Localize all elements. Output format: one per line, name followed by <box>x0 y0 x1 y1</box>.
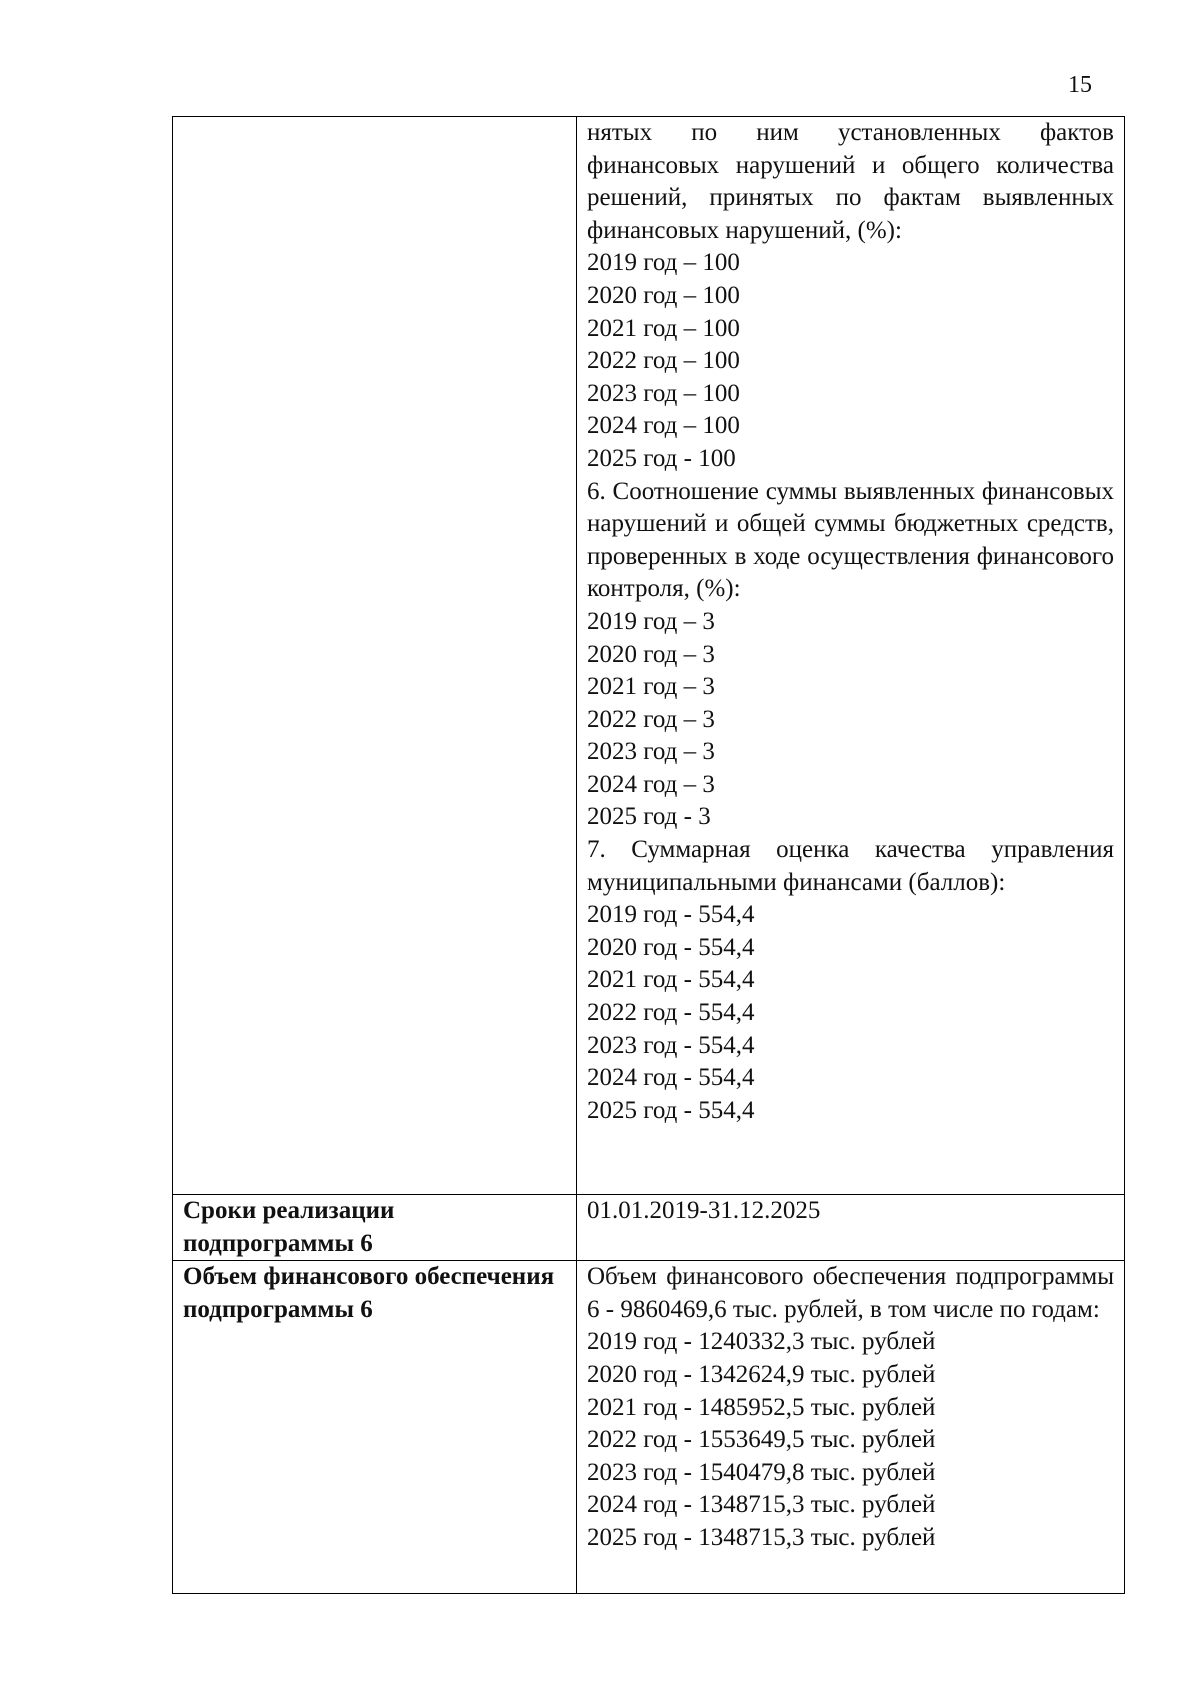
funding-year-2020: 2020 год - 1342624,9 тыс. рублей <box>587 1360 936 1388</box>
subprogram-passport-table <box>172 116 1125 1594</box>
indicator-5-year-2023: 2023 год – 100 <box>587 379 740 407</box>
timeline-value-cell <box>577 1195 1125 1261</box>
indicator-7-year-2025: 2025 год - 554,4 <box>587 1096 755 1124</box>
indicators-cell <box>577 117 1125 1195</box>
row-label-empty <box>173 117 577 1195</box>
indicator-7-year-2019: 2019 год - 554,4 <box>587 901 755 929</box>
indicator-6-year-2023: 2023 год – 3 <box>587 738 715 766</box>
indicator-5-year-2019: 2019 год – 100 <box>587 249 740 277</box>
funding-year-2023: 2023 год - 1540479,8 тыс. рублей <box>587 1458 936 1486</box>
timeline-value: 01.01.2019-31.12.2025 <box>587 1197 821 1224</box>
indicator-7-year-2023: 2023 год - 554,4 <box>587 1031 755 1059</box>
indicator-7-text: 7. Суммарная оценка качества управления муниципальными финансами (баллов): <box>587 836 1114 896</box>
indicator-5-year-2022: 2022 год – 100 <box>587 347 740 375</box>
funding-label-cell <box>173 1261 577 1594</box>
timeline-label-cell <box>173 1195 577 1261</box>
table-row-timeline <box>173 1195 1125 1261</box>
indicator-5-year-2025: 2025 год - 100 <box>587 444 736 472</box>
indicator-6-year-2022: 2022 год – 3 <box>587 705 715 733</box>
page-number: 15 <box>1068 72 1092 98</box>
funding-year-2021: 2021 год - 1485952,5 тыс. рублей <box>587 1393 936 1421</box>
funding-year-2022: 2022 год - 1553649,5 тыс. рублей <box>587 1426 936 1454</box>
funding-year-2019: 2019 год - 1240332,3 тыс. рублей <box>587 1328 936 1356</box>
funding-intro: Объем финансового обеспечения подпрограммы 6 - 9860469,6 тыс. рублей, в том числе по годам: <box>587 1263 1114 1323</box>
indicator-5-text: нятых по ним установленных фактов финансовых нарушений и общего количества решений, принятых по фактам выявленных финансовых нарушений, (%): <box>587 119 1114 244</box>
indicator-7-year-2020: 2020 год - 554,4 <box>587 933 755 961</box>
indicator-6-year-2025: 2025 год - 3 <box>587 803 711 831</box>
indicator-5-year-2024: 2024 год – 100 <box>587 412 740 440</box>
funding-value-cell <box>577 1261 1125 1594</box>
timeline-label: Сроки реализации подпрограммы 6 <box>183 1197 395 1257</box>
indicator-6-text: 6. Соотношение суммы выявленных финансовых нарушений и общей суммы бюджетных средств, проверенных в ходе осуществления финансового контроля, (%): <box>587 477 1114 603</box>
indicator-7-year-2024: 2024 год - 554,4 <box>587 1064 755 1092</box>
table-row-funding <box>173 1261 1125 1594</box>
indicator-6-year-2021: 2021 год – 3 <box>587 673 715 701</box>
funding-year-2025: 2025 год - 1348715,3 тыс. рублей <box>587 1523 936 1551</box>
indicator-7-year-2022: 2022 год - 554,4 <box>587 999 755 1027</box>
indicator-5-year-2021: 2021 год – 100 <box>587 314 740 342</box>
indicator-5-year-2020: 2020 год – 100 <box>587 281 740 309</box>
funding-year-2024: 2024 год - 1348715,3 тыс. рублей <box>587 1491 936 1519</box>
indicator-6-year-2020: 2020 год – 3 <box>587 640 715 668</box>
funding-label: Объем финансового обеспечения подпрограммы 6 <box>183 1263 555 1323</box>
indicator-6-year-2024: 2024 год – 3 <box>587 770 715 798</box>
table-row-indicators <box>173 117 1125 1195</box>
indicator-6-year-2019: 2019 год – 3 <box>587 607 715 635</box>
indicator-7-year-2021: 2021 год - 554,4 <box>587 966 755 994</box>
